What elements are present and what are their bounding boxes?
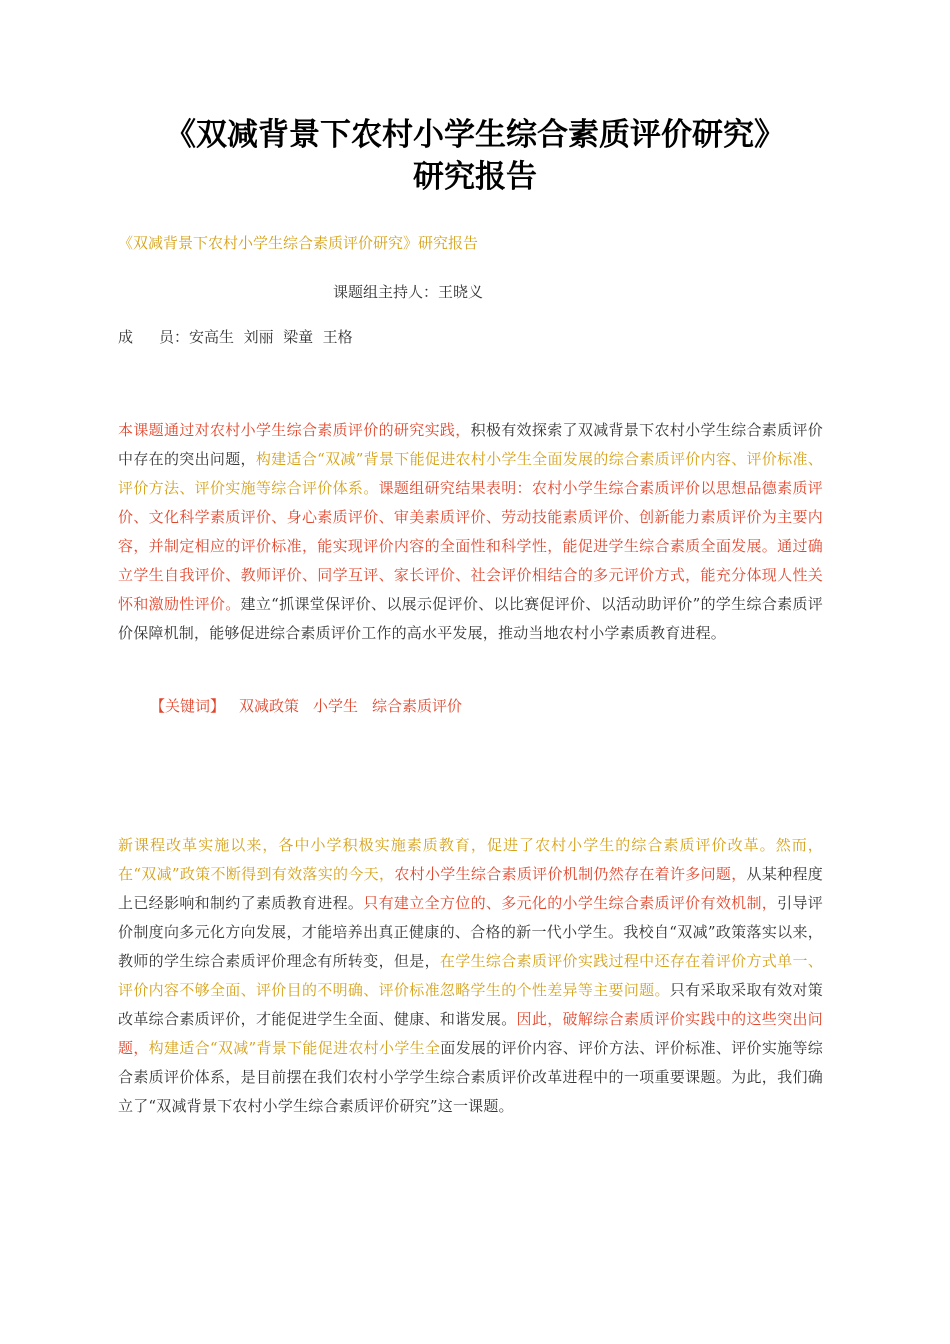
keywords-line [150,695,462,717]
project-members [118,326,353,348]
text-segment: 面发展的评价内容、评价方法、评价标准、评价实施等综合素质评价体系，是目前摆在我们农村小学学生综合素质评价改革进程中的一项重要课题。为此，我们确立了“双减背景下农村小学生综合素质评价研究”这一课题。 [118,1039,823,1115]
text-segment: 构建适合“双减”背景下能促进农村小学生全面发展的综合素质评价内容、评价标准、评价方法、评价实施等综合评价体系。 [118,450,823,497]
project-host: 课题组主持人：王晓义 [333,283,484,301]
abstract-paragraph [118,416,823,648]
keyword-item: 小学生 [313,697,359,715]
text-segment: 只有建立全方位的、多元化的小学生综合素质评价有效机制， [363,894,778,912]
text-segment: 积极有效探索了双减背景下农村小学生综合素质评价中存在的突出问题， [118,421,823,468]
document-title: 《双减背景下农村小学生综合素质评价研究》 [165,117,785,153]
keyword-item: 综合素质评价 [372,697,463,715]
text-segment: 新课程改革实施以来，各中小学积极实施素质教育，促进了农村小学生的综合素质评价改革。然而，在“双减”政策不断得到有效落实的今天， [118,836,823,883]
text-segment: 从某种程度上已经影响和制约了素质教育进程。 [118,865,824,912]
text-segment: 课题组研究结果表明：农村小学生综合素质评价以思想品德素质评价、文化科学素质评价、身心素质评价、审美素质评价、劳动技能素质评价、创新能力素质评价为主要内容，并制定相应的评价标准，能实现评价内容的全面性和科学性，能促进学生综合素质全面发展。通过确立学生自我评价、教师评价、同学互评、家长评价、社会评价相结合的多元评价方式，能充分体现人性关怀和激励性评价。 [118,479,823,613]
introduction-paragraph [118,831,823,1121]
text-segment: 建立“抓课堂保评价、以展示促评价、以比赛促评价、以活动助评价”的学生综合素质评价保障机制，能够促进综合素质评价工作的高水平发展，推动当地农村小学素质教育进程。 [118,595,823,642]
text-segment: 农村小学生综合素质评价机制仍然存在着许多问题， [394,865,747,883]
text-segment: 引导评价制度向多元化方向发展，才能培养出真正健康的、合格的新一代小学生。我校自“双减”政策落实以来，教师的学生综合素质评价理念有所转变，但是， [118,894,823,970]
text-segment: 本课题通过对农村小学生综合素质评价的研究实践， [118,421,471,439]
text-segment: 在学生综合素质评价实践过程中还存在着评价方式单一、评价内容不够全面、评价目的不明确、评价标准忽略学生的个性差异等主要问题。 [118,952,823,999]
keywords-label: 【关键词】 [150,697,226,715]
keyword-item: 双减政策 [239,697,300,715]
text-segment: 构建适合“双减”背景下能促进农村小学生全 [148,1039,441,1057]
members-names: 安高生 刘丽 梁童 王格 [189,328,353,346]
document-subtitle: 《双减背景下农村小学生综合素质评价研究》研究报告 [118,234,479,252]
members-label-first: 成 [118,328,134,346]
text-segment: 只有采取采取有效对策改革综合素质评价，才能促进学生全面、健康、和谐发展。 [118,981,823,1028]
document-title-secondary: 研究报告 [413,159,537,195]
text-segment: 因此，破解综合素质评价实践中的这些突出问题， [118,1010,823,1057]
members-label-second: 员： [159,328,190,346]
